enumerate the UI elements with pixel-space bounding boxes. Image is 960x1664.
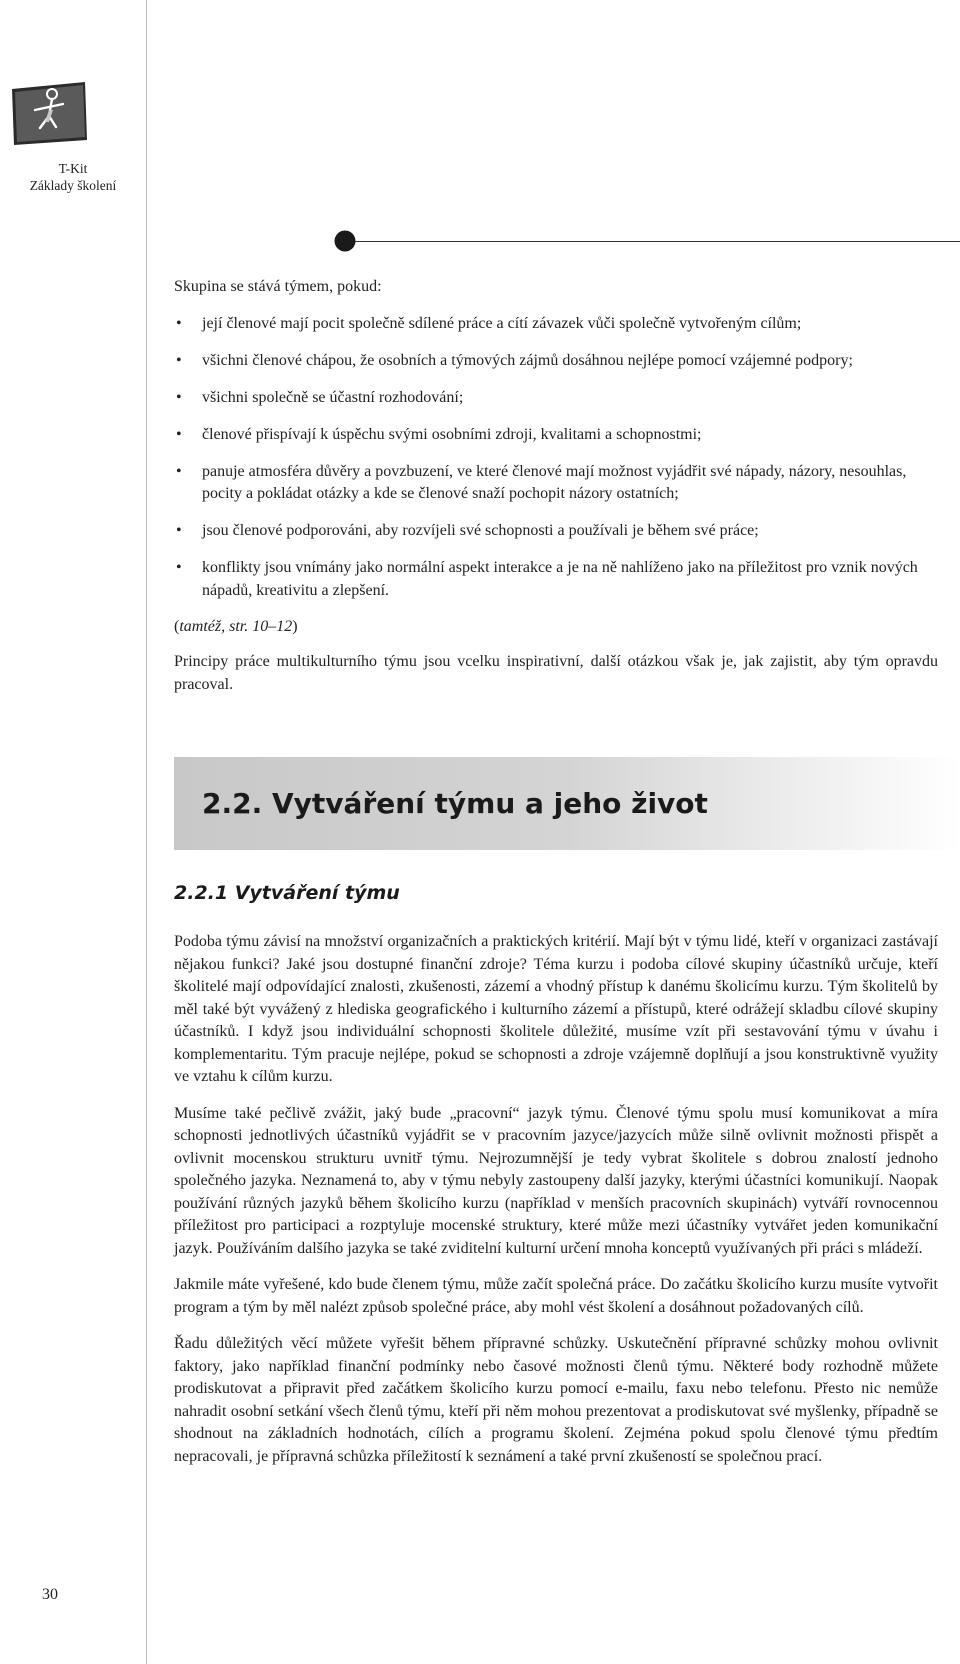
person-figure-logo-icon [9,80,89,146]
divider-dot-icon [335,231,356,252]
list-intro: Skupina se stává týmem, pokud: [174,278,382,295]
citation-close: ) [292,617,298,635]
citation-open: ( [174,617,180,635]
list-item-text: panuje atmosféra důvěry a povzbuzení, ve které členové mají možnost vyjádřit své nápady, názory, nesouhlas, pocity a pokládat otázky a kde se členové snaží pochopit názory ostatních; [202,462,907,502]
list-item-text: její členové mají pocit společně sdílené práce a cítí závazek vůči společně vytvořeným cílům; [202,314,802,332]
list-item [174,461,938,506]
section-title: 2.2. Vytváření týmu a jeho život [202,787,708,820]
bullet-icon: • [176,314,182,332]
section-divider-line [345,241,960,242]
paragraph: Podoba týmu závisí na množství organizačních a praktických kritérií. Mají být v týmu lidé, kteří v organizaci zastávají nějakou funkci? Jaké jsou dostupné finanční zdroje? Téma kurzu i podoba cílové skupiny účastníků určuje, kteří školitelé mají odpovídající znalosti, zkušenosti, zázemí a vhodný přístup k danému školicímu kurzu. Tým školitelů by měl také být vyvážený z hlediska geografického i kulturního zázemí a přístupů, které odrážejí skladbu cílové skupiny účastníků. I když jsou individuální schopnosti školitele důležité, musíme vzít při sestavování týmu v úvahu i komplementaritu. Tým pracuje nejlépe, pokud se schopnosti a zdroje vzájemně doplňují a jsou konstruktivně využity ve vztahu k cílům kurzu. [174,933,938,1085]
brand-title: T-Kit [58,161,88,176]
bullet-icon: • [176,522,182,539]
brand-caption [0,160,146,194]
list-item [174,424,938,447]
subsection-title: 2.2.1 Vytváření týmu [174,882,400,904]
team-criteria-list [174,313,938,603]
list-item [174,313,938,336]
brand-subtitle: Základy školení [29,178,117,193]
list-item [174,387,938,410]
list-item-text: konflikty jsou vnímány jako normální aspekt interakce a je na ně nahlíženo jako na příležitost pro vznik nových nápadů, kreativitu a zlepšení. [202,559,918,599]
bullet-icon: • [176,559,182,576]
list-item [174,350,938,373]
bullet-icon: • [176,351,182,369]
bullet-icon: • [176,388,182,406]
main-content [174,276,938,710]
citation [174,616,938,639]
section-heading-band [174,757,960,850]
citation-text: tamtéž, str. 10–12 [179,617,293,635]
paragraph: Řadu důležitých věcí můžete vyřešit během přípravné schůzky. Uskutečnění přípravné schůzky mohou ovlivnit faktory, jako například finanční podmínky nebo časové možnosti členů týmu. Některé body rozhodně můžete prodiskutovat a připravit před začátkem školicího kurzu pomocí e-mailu, faxu nebo telefonu. Přesto nic nemůže nahradit osobní setkání všech členů týmu, kteří při něm mohou prezentovat a prodiskutovat své myšlenky, případně se shodnout na základních hodnotách, cílích a programu školení. Zejména pokud spolu členové týmu předtím nepracovali, je přípravná schůzka příležitostí k seznámení a také první zkušeností se společnou prací. [174,1335,938,1465]
margin-rule [146,0,147,1664]
list-item [174,557,938,602]
page-number: 30 [42,1586,58,1603]
paragraph: Principy práce multikulturního týmu jsou vcelku inspirativní, další otázkou však je, jak zajistit, aby tým opravdu pracoval. [174,653,938,693]
section-body [174,931,938,1482]
list-item-text: členové přispívají k úspěchu svými osobními zdroji, kvalitami a schopnostmi; [202,425,702,443]
list-item [174,520,938,543]
list-item-text: jsou členové podporováni, aby rozvíjeli své schopnosti a používali je během své práce; [202,522,759,539]
paragraph: Musíme také pečlivě zvážit, jaký bude „pracovní“ jazyk týmu. Členové týmu spolu musí komunikovat a míra schopnosti jednotlivých účastníků vyjádřit se v pracovním jazyce/jazycích může silně ovlivnit možnosti přispět a ovlivnit mocenskou strukturu uvnitř týmu. Nejrozumnější je tedy vybrat školitele s dobrou znalostí jednoho společného jazyka. Neznamená to, aby v týmu nebyly zastoupeny další jazyky, kterými účastníci komunikují. Naopak používání různých jazyků během školicího kurzu (například v menších pracovních skupinách) vytváří rovnocennou příležitost pro participaci a rozptyluje mocenské struktury, které může mezi účastníky vytvářet jeden komunikační jazyk. Používáním dalšího jazyka se také zviditelní kulturní určení mnoha konceptů využívaných při práci s mládeží. [174,1104,938,1257]
bullet-icon: • [176,462,182,480]
bullet-icon: • [176,425,182,443]
list-item-text: všichni společně se účastní rozhodování; [202,388,464,406]
list-item-text: všichni členové chápou, že osobních a týmových zájmů dosáhnou nejlépe pomocí vzájemné podpory; [202,351,853,369]
paragraph: Jakmile máte vyřešené, kdo bude členem týmu, může začít společná práce. Do začátku školicího kurzu musíte vytvořit program a tým by měl nalézt způsob společné práce, aby mohl vést školení a dosáhnout požadovaných cílů. [174,1276,938,1316]
